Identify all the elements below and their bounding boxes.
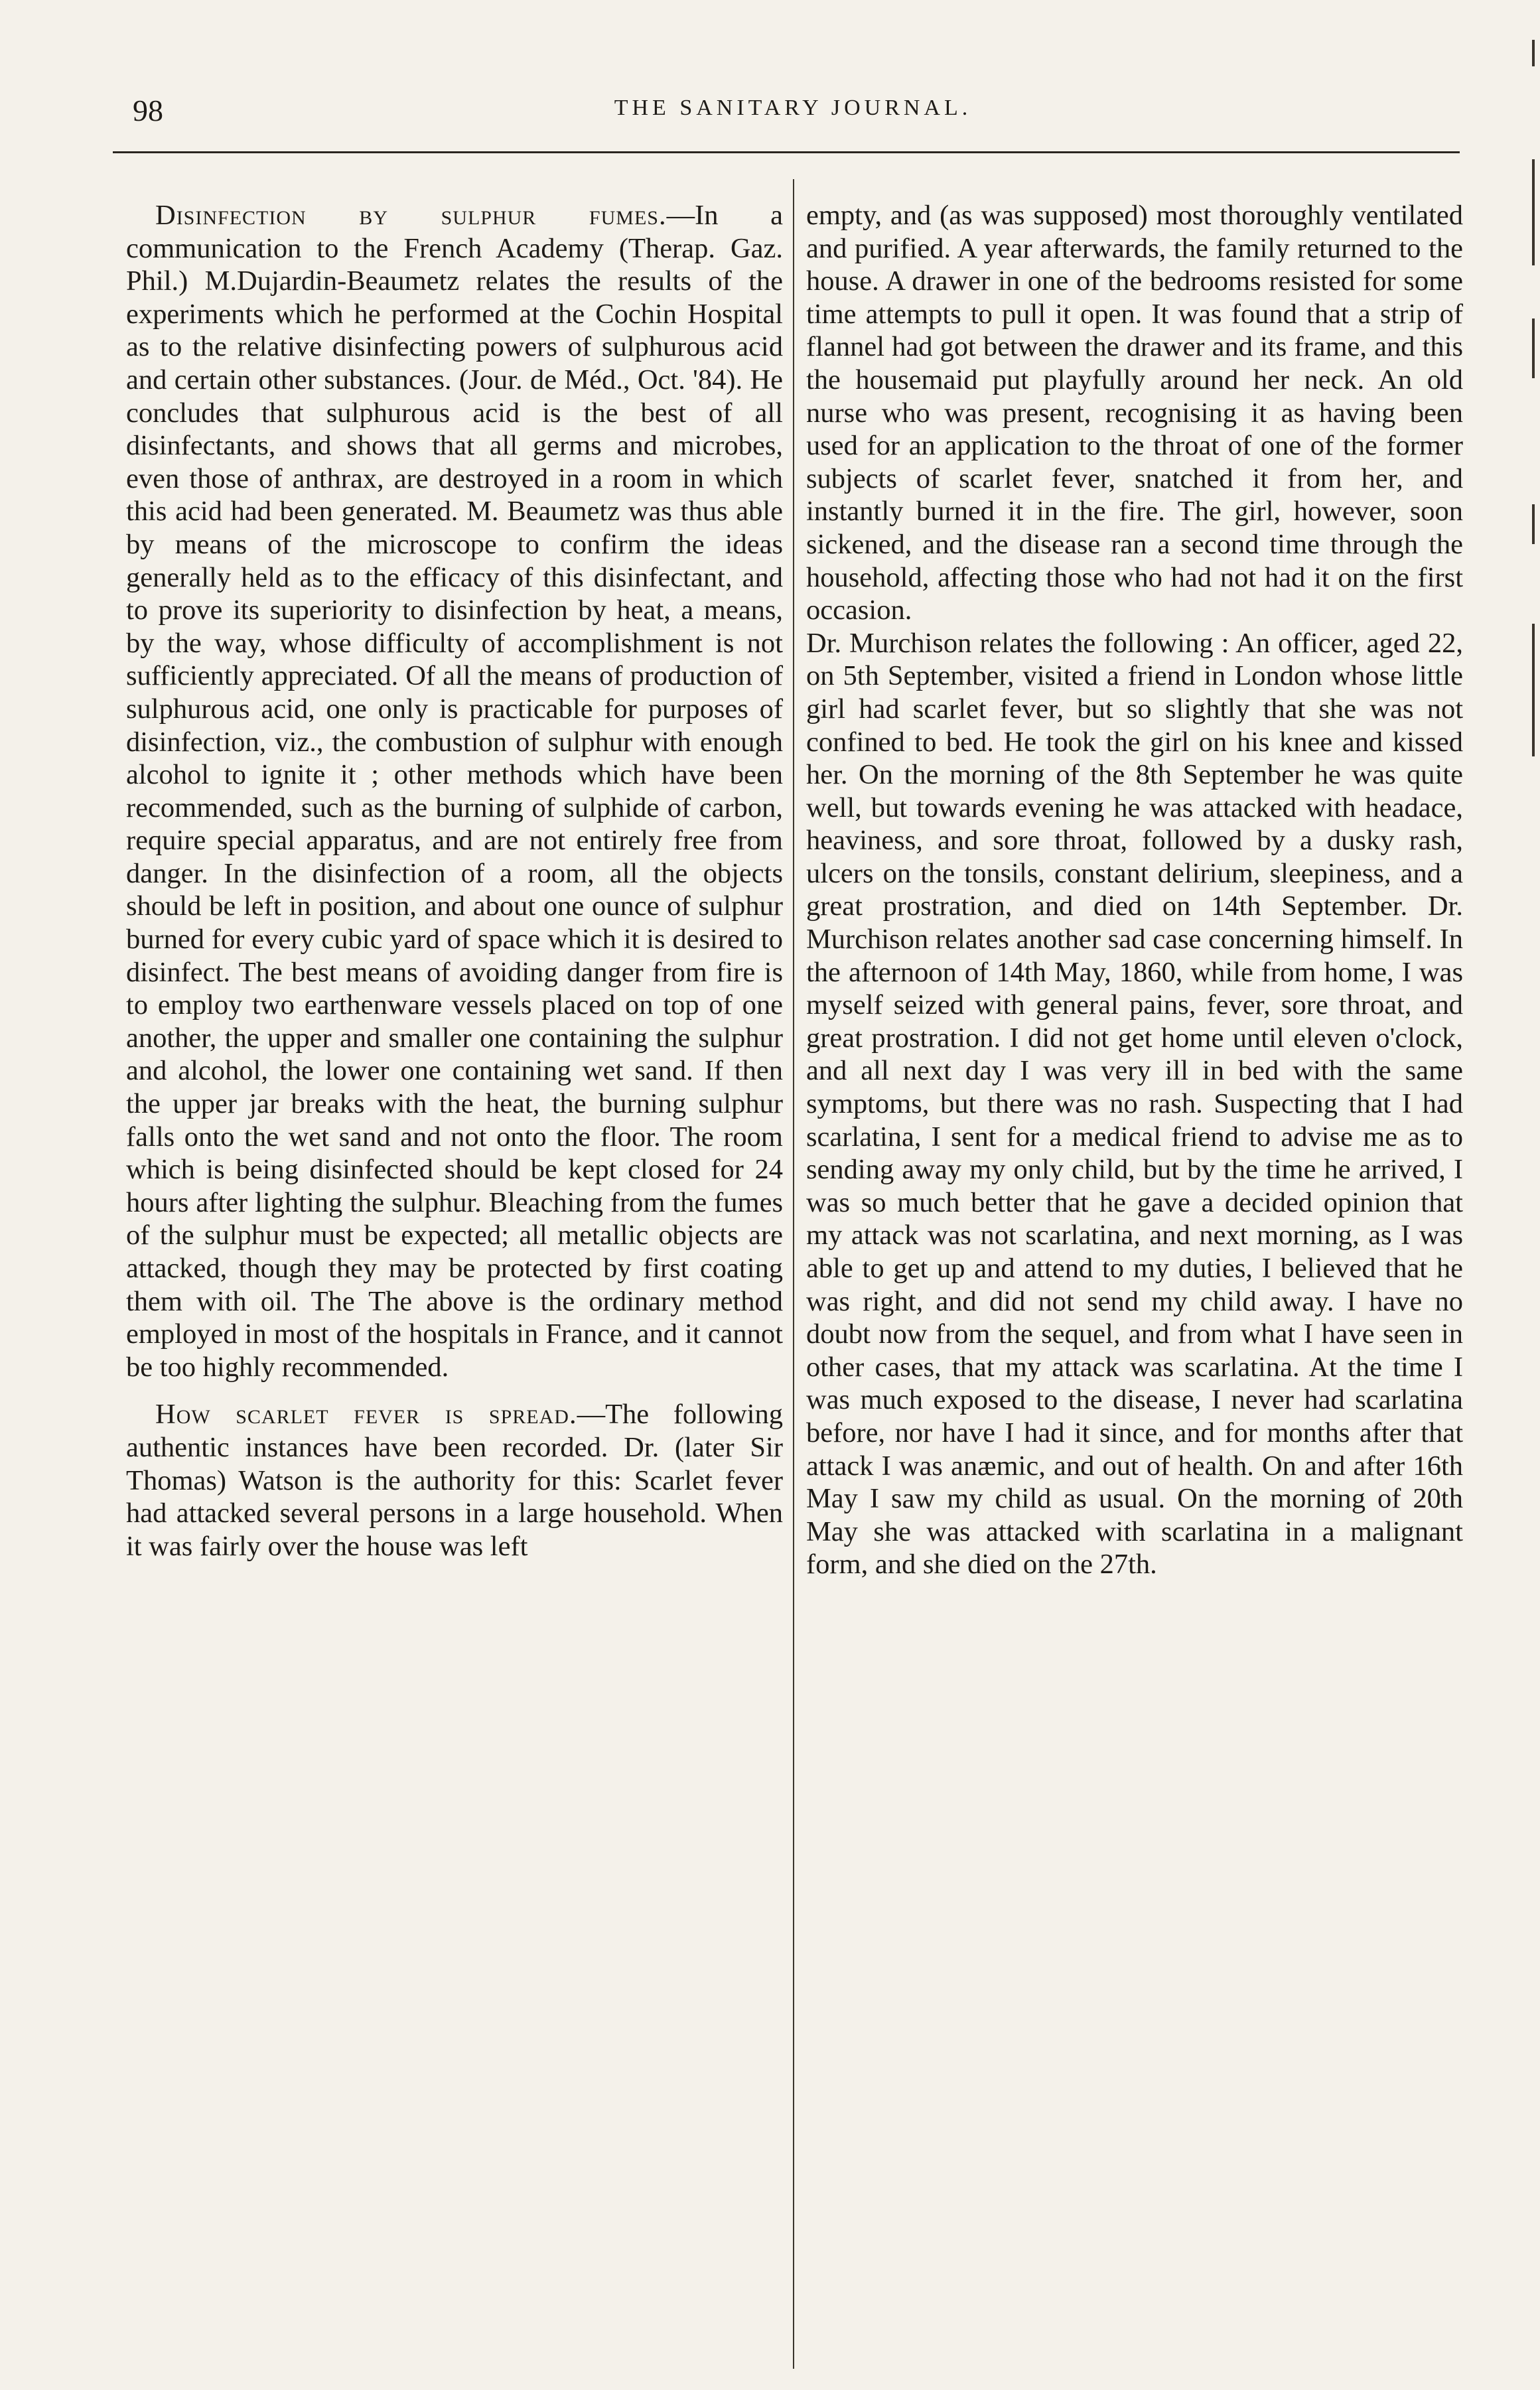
article-title-disinfection: Disinfection by sulphur fumes. xyxy=(155,200,667,231)
paragraph-murchison-case: Dr. Murchison relates the following : An officer, aged 22, on 5th September, visited a friend in London whose little girl had scarlet fever, but so slightly that she was not confined to bed. He took the girl on his knee and kissed her. On the morning of the 8th September he was quite well, but towards evening he was attacked with headace, heaviness, and sore throat, followed by a dusky rash, ulcers on the tonsils, constant delirium, sleepiness, and a great prostration, and died on 14th September. Dr. Murchison relates another sad case concerning himself. In the afternoon of 14th May, 1860, while from home, I was myself seized with general pains, fever, sore throat, and great prostration. I did not get home until eleven o'clock, and all next day I was very ill in bed with the same symptoms, but there was no rash. Suspecting that I had scarlatina, I sent for a medical friend to advise me as to sending away my only child, but by the time he arrived, I was so much better that he gave a decided opinion that my attack was not scarlatina, and next morning, as I was able to get up and attend to my duties, I believed that he was right, and did not send my child away. I have no doubt now from the sequel, and from what I have seen in other cases, that my attack was scarlatina. At the time I was much exposed to the disease, I never had scarlatina before, nor have I had it since, and for months after that attack I was anæmic, and out of health. On and after 16th May I saw my child as usual. On the morning of 20th May she was attacked with scarlatina in a malignant form, and she died on the 27th. xyxy=(806,627,1463,1581)
article-body-disinfection: —In a communication to the French Academy (Therap. Gaz. Phil.) M.Dujardin-Beaumetz relates the results of the experiments which he performed at the Cochin Hospital as to the relative disinfecting powers of sulphurous acid and certain other substances. (Jour. de Méd., Oct. '84). He concludes that sulphurous acid is the best of all disinfectants, and shows that all germs and microbes, even those of anthrax, are destroyed in a room in which this acid had been generated. M. Beaumetz was thus able by means of the microscope to confirm the ideas generally held as to the efficacy of this disinfectant, and to prove its superiority to disinfection by heat, a means, by the way, whose difficulty of accomplishment is not sufficiently appreciated. Of all the means of production of sulphurous acid, one only is practicable for purposes of disinfection, viz., the combustion of sulphur with enough alcohol to ignite it ; other methods which have been recommended, such as the burning of sulphide of carbon, require special apparatus, and are not entirely free from danger. In the disinfection of a room, all the objects should be left in position, and about one ounce of sulphur burned for every cubic yard of space which it is desired to disinfect. The best means of avoiding danger from fire is to employ two earthenware vessels placed on top of one another, the upper and smaller one containing the sulphur and alcohol, the lower one containing wet sand. If then the upper jar breaks with the heat, the burning sulphur falls onto the wet sand and not onto the floor. The room which is being disinfected should be kept closed for 24 hours after lighting the sulphur. Bleaching from the fumes of the sulphur must be expected; all metallic objects are attacked, though they may be protected by first coating them with oil. The The above is the ordinary method employed in most of the hospitals in France, and it cannot be too highly recommended. xyxy=(126,200,783,1383)
page-edge-marks xyxy=(1508,40,1535,836)
page-number: 98 xyxy=(133,94,163,127)
article-body-scarlet-fever: —The following authentic instances have been recorded. Dr. (later Sir Thomas) Watson is the authority for this: Scarlet fever had attacked several persons in a large household. When it was fairly over the house was left xyxy=(126,1399,783,1562)
page-header xyxy=(133,93,1453,133)
article-scarlet-fever xyxy=(126,1398,783,1563)
left-column xyxy=(126,199,783,1563)
column-divider xyxy=(793,179,794,2369)
article-disinfection xyxy=(126,199,783,1383)
running-head: THE SANITARY JOURNAL. xyxy=(614,96,972,120)
article-title-scarlet-fever: How scarlet fever is spread. xyxy=(155,1399,577,1431)
header-rule xyxy=(113,151,1460,153)
right-column xyxy=(806,199,1463,1581)
paragraph-watson-case: empty, and (as was supposed) most thoroughly ventilated and purified. A year afterwards, the family returned to the house. A drawer in one of the bedrooms resisted for some time attempts to pull it open. It was found that a strip of flannel had got between the drawer and its frame, and this the housemaid put playfully around her neck. An old nurse who was present, recognising it as having been used for an application to the throat of one of the former subjects of scarlet fever, snatched it from her, and instantly burned it in the fire. The girl, however, soon sickened, and the disease ran a second time through the household, affecting those who had not had it on the first occasion. xyxy=(806,200,1463,626)
